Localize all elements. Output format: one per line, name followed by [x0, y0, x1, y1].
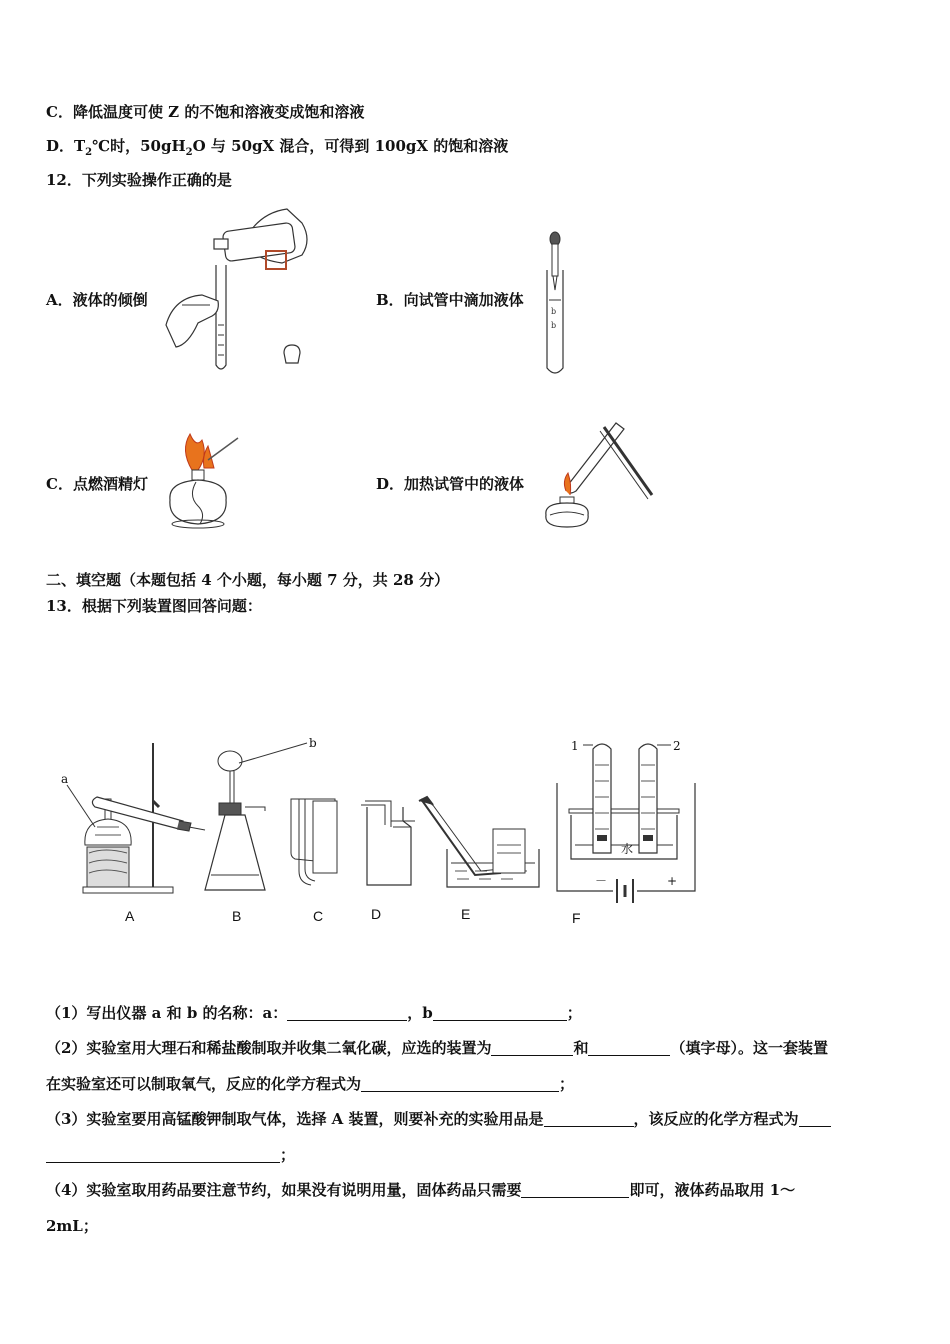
apparatus-label-e: E	[461, 906, 471, 922]
pouring-liquid-figure	[162, 205, 322, 380]
q12-option-a: A．液体的倾倒	[46, 291, 148, 309]
blank-device-1[interactable]	[491, 1039, 573, 1056]
apparatus-label-c: C	[313, 908, 324, 924]
blank-permanganate-equation[interactable]	[46, 1146, 280, 1163]
apparatus-d	[361, 801, 415, 885]
q12-option-c: C．点燃酒精灯	[46, 475, 148, 493]
dropper-figure	[540, 230, 580, 380]
option-c-text: C．降低温度可使 Z 的不饱和溶液变成饱和溶液	[46, 103, 365, 121]
apparatus-label-b-mark: b	[309, 736, 317, 750]
apparatus-figure	[55, 735, 705, 930]
apparatus-label-a: A	[125, 908, 135, 924]
apparatus-label-b: B	[232, 908, 242, 924]
blank-device-2[interactable]	[588, 1039, 670, 1056]
q12-option-b: B．向试管中滴加液体	[376, 291, 524, 309]
apparatus-label-a-mark: a	[61, 772, 69, 786]
heating-test-tube-figure	[540, 415, 660, 530]
svg-text:b: b	[551, 307, 557, 316]
q12-option-d: D．加热试管中的液体	[376, 475, 525, 493]
question-13-part-2: （2）实验室用大理石和稀盐酸制取并收集二氧化碳，应选的装置为 和 （填字母）。这一套装置	[46, 1039, 828, 1057]
question-12-title: 12．下列实验操作正确的是	[46, 171, 232, 189]
blank-a[interactable]	[287, 1004, 407, 1021]
tube-1-label: 1	[571, 739, 579, 753]
tube-2-label: 2	[673, 739, 681, 753]
blank-b[interactable]	[433, 1004, 567, 1021]
question-13-title: 13．根据下列装置图回答问题：	[46, 597, 262, 615]
section-2-title: 二、填空题（本题包括 4 个小题，每小题 7 分，共 28 分）	[46, 571, 450, 589]
alcohol-lamp-lighting-figure	[158, 430, 243, 530]
blank-solid-amount[interactable]	[521, 1181, 629, 1198]
apparatus-a	[61, 743, 205, 893]
apparatus-c	[291, 799, 337, 885]
question-13-part-2-cont: 在实验室还可以制取氧气，反应的化学方程式为 ；	[46, 1075, 575, 1093]
question-13-part-3: （3）实验室要用高锰酸钾制取气体，选择 A 装置，则要补充的实验用品是 ，该反应的化学方程式为	[46, 1109, 831, 1129]
blank-oxygen-equation[interactable]	[361, 1075, 559, 1092]
option-d-text: D．$T_2℃$时，$50gH_2O$ 与 50gX 混合，可得到 100gX 的饱和溶液	[46, 137, 509, 158]
blank-supplement-item[interactable]	[544, 1110, 634, 1127]
apparatus-f	[557, 739, 695, 903]
battery-plus: +	[667, 874, 678, 888]
question-13-part-4-cont: 2mL；	[46, 1217, 98, 1235]
apparatus-label-d: D	[371, 906, 382, 922]
water-label: 水	[621, 842, 634, 856]
apparatus-e	[419, 797, 539, 887]
svg-text:b: b	[551, 321, 557, 330]
question-13-part-4: （4）实验室取用药品要注意节约，如果没有说明用量，固体药品只需要 即可，液体药品取用 1～	[46, 1181, 796, 1199]
question-13-part-3-cont: ；	[46, 1145, 295, 1165]
blank-equation-start[interactable]	[799, 1110, 831, 1127]
apparatus-label-f: F	[572, 910, 581, 926]
question-13-part-1: （1）写出仪器 a 和 b 的名称：a： ，b ；	[46, 1004, 582, 1022]
battery-minus: －	[595, 874, 608, 888]
